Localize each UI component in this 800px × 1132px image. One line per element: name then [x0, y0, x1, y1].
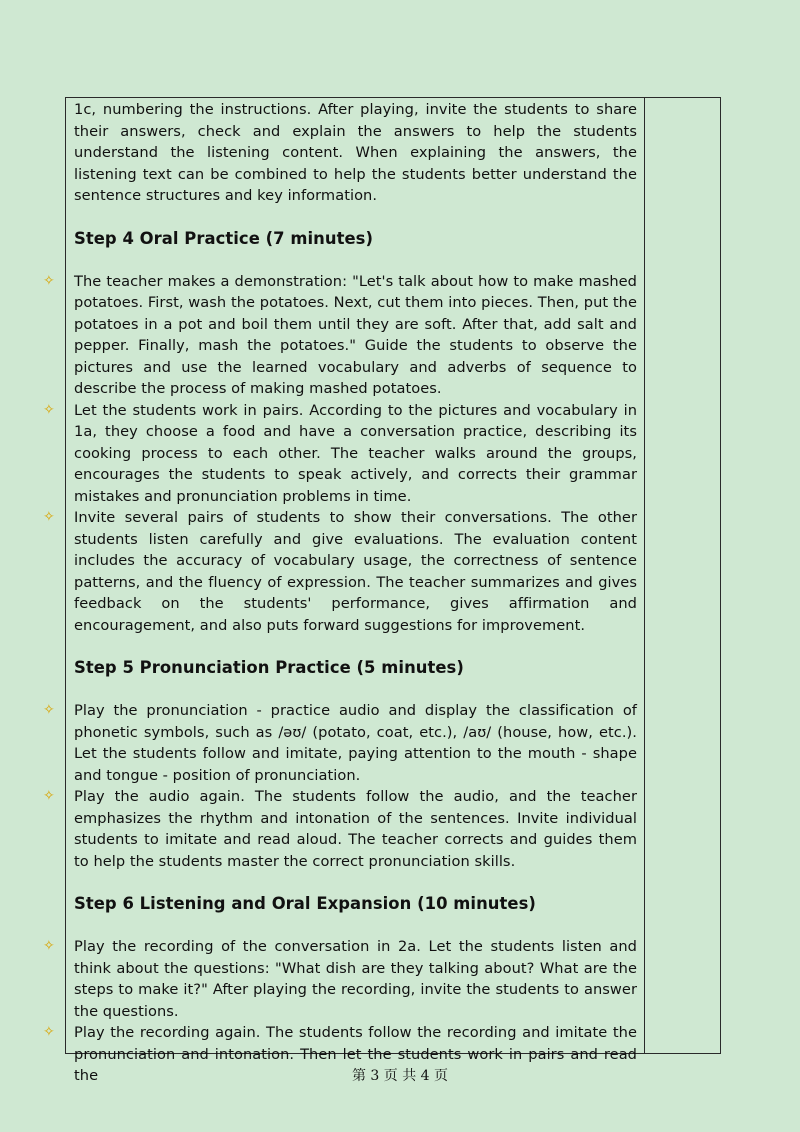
sparkle-bullet-icon: ✧: [43, 788, 55, 804]
sparkle-bullet-icon: ✧: [43, 938, 55, 954]
page-number-footer: 第 3 页 共 4 页: [351, 1068, 449, 1084]
sparkle-bullet-icon: ✧: [43, 272, 55, 289]
sparkle-bullet-icon: ✧: [43, 401, 55, 418]
sparkle-bullet-icon: ✧: [43, 509, 55, 525]
intro-paragraph: 1c, numbering the instructions. After playing, invite the students to share their answers, check and explain the answers to help the students understand the listening content. When explaining the answers, the listening text can be combined to help the students better understand the sentence structures and key information.: [74, 101, 637, 204]
list-item: ✧ Play the recording again. The students follow the recording and imitate the pronunciation and intonation. Then let the students work in pairs and read the: [43, 1024, 637, 1084]
lesson-content: [43, 99, 637, 1087]
step-5-title: Step 5 Pronunciation Practice (5 minutes): [74, 658, 464, 677]
list-item: ✧ The teacher makes a demonstration: "Let's talk about how to make mashed potatoes. First, wash the potatoes. Next, cut them into pieces. Then, put the potatoes in a pot and boil them until they are soft. After that, add salt and pepper. Finally, mash the potatoes." Guide the students to observe the pictures and use the learned vocabulary and adverbs of sequence to describe the process of making mashed potatoes.: [43, 272, 637, 397]
list-item: ✧ Play the audio again. The students follow the audio, and the teacher emphasizes the rhythm and intonation of the sentences. Invite individual students to imitate and read aloud. The teacher corrects and guides them to help the students master the correct pronunciation skills.: [43, 788, 637, 870]
list-item: ✧ Play the recording of the conversation in 2a. Let the students listen and think about the questions: "What dish are they talking about? What are the steps to make it?" After playing the recording, invite the students to answer the questions.: [43, 938, 637, 1020]
sparkle-bullet-icon: ✧: [43, 702, 55, 718]
list-item: ✧ Invite several pairs of students to show their conversations. The other students listen carefully and give evaluations. The evaluation content includes the accuracy of vocabulary usage, the correctness of sentence patterns, and the fluency of expression. The teacher summarizes and gives feedback on the students' performance, gives affirmation and encouragement, and also puts forward suggestions for improvement.: [43, 509, 637, 634]
list-item: ✧ Let the students work in pairs. According to the pictures and vocabulary in 1a, they choose a food and have a conversation practice, describing its cooking process to each other. The teacher walks around the groups, encourages the students to speak actively, and corrects their grammar mistakes and pronunciation problems in time.: [43, 401, 637, 505]
list-item: ✧ Play the pronunciation - practice audio and display the classification of phonetic symbols, such as /əʊ/ (potato, coat, etc.), /aʊ/ (house, how, etc.). Let the students follow and imitate, paying attention to the mouth - shape and tongue - position of pronunciation.: [43, 702, 637, 784]
step-4-title: Step 4 Oral Practice (7 minutes): [74, 228, 374, 248]
column-divider: [644, 98, 645, 1053]
sparkle-bullet-icon: ✧: [43, 1024, 55, 1040]
step-6-title: Step 6 Listening and Oral Expansion (10 minutes): [74, 894, 536, 913]
